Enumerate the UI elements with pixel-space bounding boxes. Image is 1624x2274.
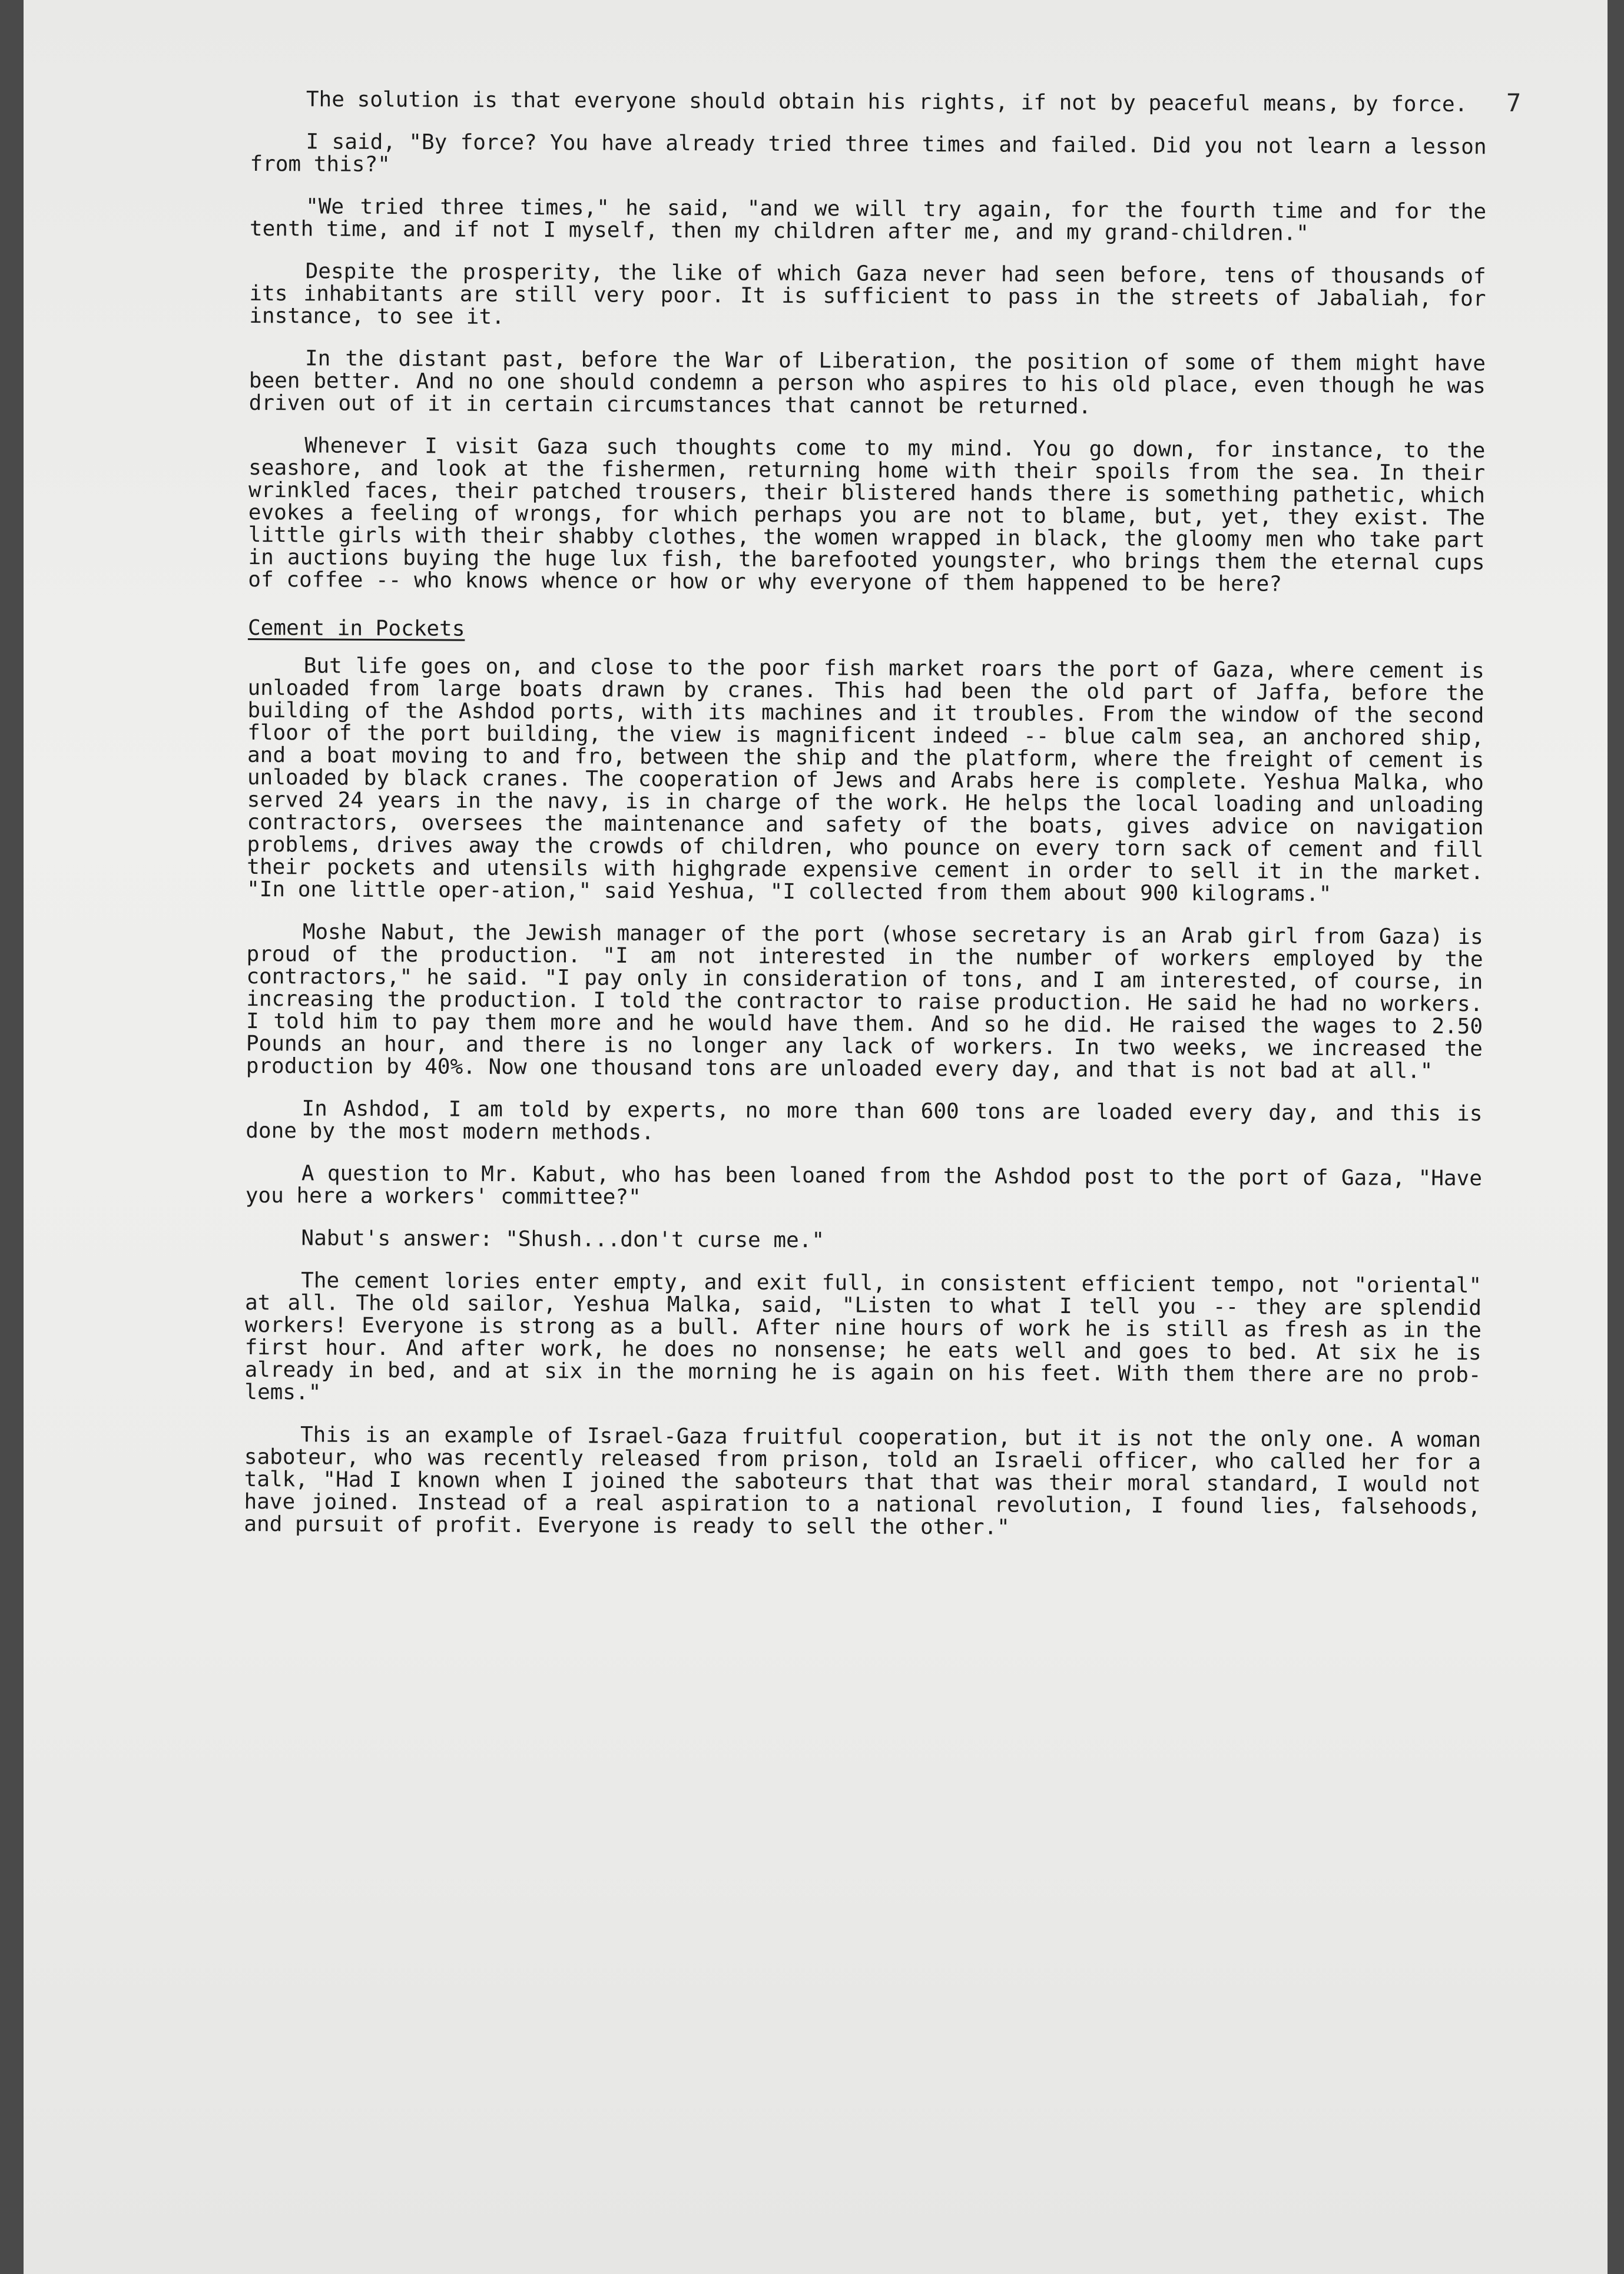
page-number: 7 [1506,88,1522,117]
section-heading-wrap [248,611,1484,660]
paragraph-7: But life goes on, and close to the poor fish market roars the port of Gaza, where cement is unloaded from large boats drawn by cranes. This had been the old part of Jaffa, before the building of the Ashdod ports, with its machines and it troubles. From the window of the second floor of the port building, the view is magnificent indeed -- blue calm sea, an anchored ship, and a boat moving to and fro, between the ship and the platform, where the freight of cement is unloaded by black cranes. The cooperation of Jews and Arabs here is complete. Yeshua Malka, who served 24 years in the navy, is in charge of the work. He helps the local loading and unloading contractors, oversees the maintenance and safety of the boats, gives advice on navigation problems, drives away the crowds of children, who pounce on every torn sack of cement and fill their pockets and utensils with highgrade expensive cement in order to sell it in the market. "In one little oper-ation," said Yeshua, "I collected from them about 900 kilograms." [246,654,1484,907]
paragraph-10: A question to Mr. Kabut, who has been loaned from the Ashdod post to the port of Gaza, "Have you here a workers' committee?" [245,1161,1483,1209]
paragraph-1: The solution is that everyone should obtain his rights, if not by peaceful means, by force. [306,87,1468,117]
section-heading: Cement in Pockets [247,615,465,641]
paragraph-9: In Ashdod, I am told by experts, no more than 600 tons are loaded every day, and this is done by the most modern methods. [246,1096,1483,1145]
document-page [24,0,1608,2274]
paragraph-4: Despite the prosperity, the like of which Gaza never had seen before, tens of thousands of its inhabitants are still very poor. It is sufficient to pass in the streets of Jabaliah, for instance, to see it. [249,259,1486,329]
paragraph-3: "We tried three times," he said, "and we will try again, for the fourth time and for the tenth time, and if not I myself, then my children after me, and my grand-children." [249,194,1487,246]
paragraph-5: In the distant past, before the War of Liberation, the position of some of them might have been better. And no one should condemn a person who aspires to his old place, even though he was driven out of it in certain circumstances that cannot be returned. [248,346,1486,419]
paragraph-6: Whenever I visit Gaza such thoughts come to my mind. You go down, for instance, to the seashore, and look at the fishermen, returning home with their spoils from the sea. In their wrinkled faces, their patched trousers, their blistered hands there is something pathetic, which evokes a feeling of wrongs, for which perhaps you are not to blame, but, yet, they exist. The little girls with their shabby clothes, the women wrapped in black, the gloomy men who take part in auctions buying the huge lux fish, the barefooted youngster, who brings them the eternal cups of coffee -- who knows whence or how or why everyone of them happened to be here? [248,433,1486,596]
paragraph-13: This is an example of Israel-Gaza fruitful cooperation, but it is not the only one. A woman saboteur, who was recently released from prison, told an Israeli officer, who called her for a talk, "Had I known when I joined the saboteurs that that was their moral standard, I would not have joined. Instead of a real aspiration to a national revolution, I found lies, falsehoods, and pursuit of profit. Everyone is ready to sell the other." [244,1423,1482,1540]
paragraph-11: Nabut's answer: "Shush...don't curse me." [301,1226,825,1253]
paragraph-12: The cement lories enter empty, and exit full, in consistent efficient tempo, not "oriental" at all. The old sailor, Yeshua Malka, said, "Listen to what I tell you -- they are splendid workers! Everyone is strong as a bull. After nine hours of work he is still as fresh as in the first hour. And after work, he does no nonsense; he eats well and goes to bed. At six he is already in bed, and at six in the morning he is again on his feet. With them there are no prob-lems." [244,1268,1482,1405]
body-text [244,88,1487,1561]
paragraph-2: I said, "By force? You have already tried three times and failed. Did you not learn a lesson from this?" [250,130,1487,177]
paragraph-8: Moshe Nabut, the Jewish manager of the port (whose secretary is an Arab girl from Gaza) is proud of the production. "I am not interested in the number of workers employed by the contractors," he said. "I pay only in consideration of tons, and I am interested, of course, in increasing the production. I told the contractor to raise production. He said he had no workers. I told him to pay them more and he would have them. And so he did. He raised the wages to 2.50 Pounds an hour, and there is no longer any lack of workers. In two weeks, we increased the production by 40%. Now one thousand tons are unloaded every day, and that is not bad at all." [246,920,1483,1083]
